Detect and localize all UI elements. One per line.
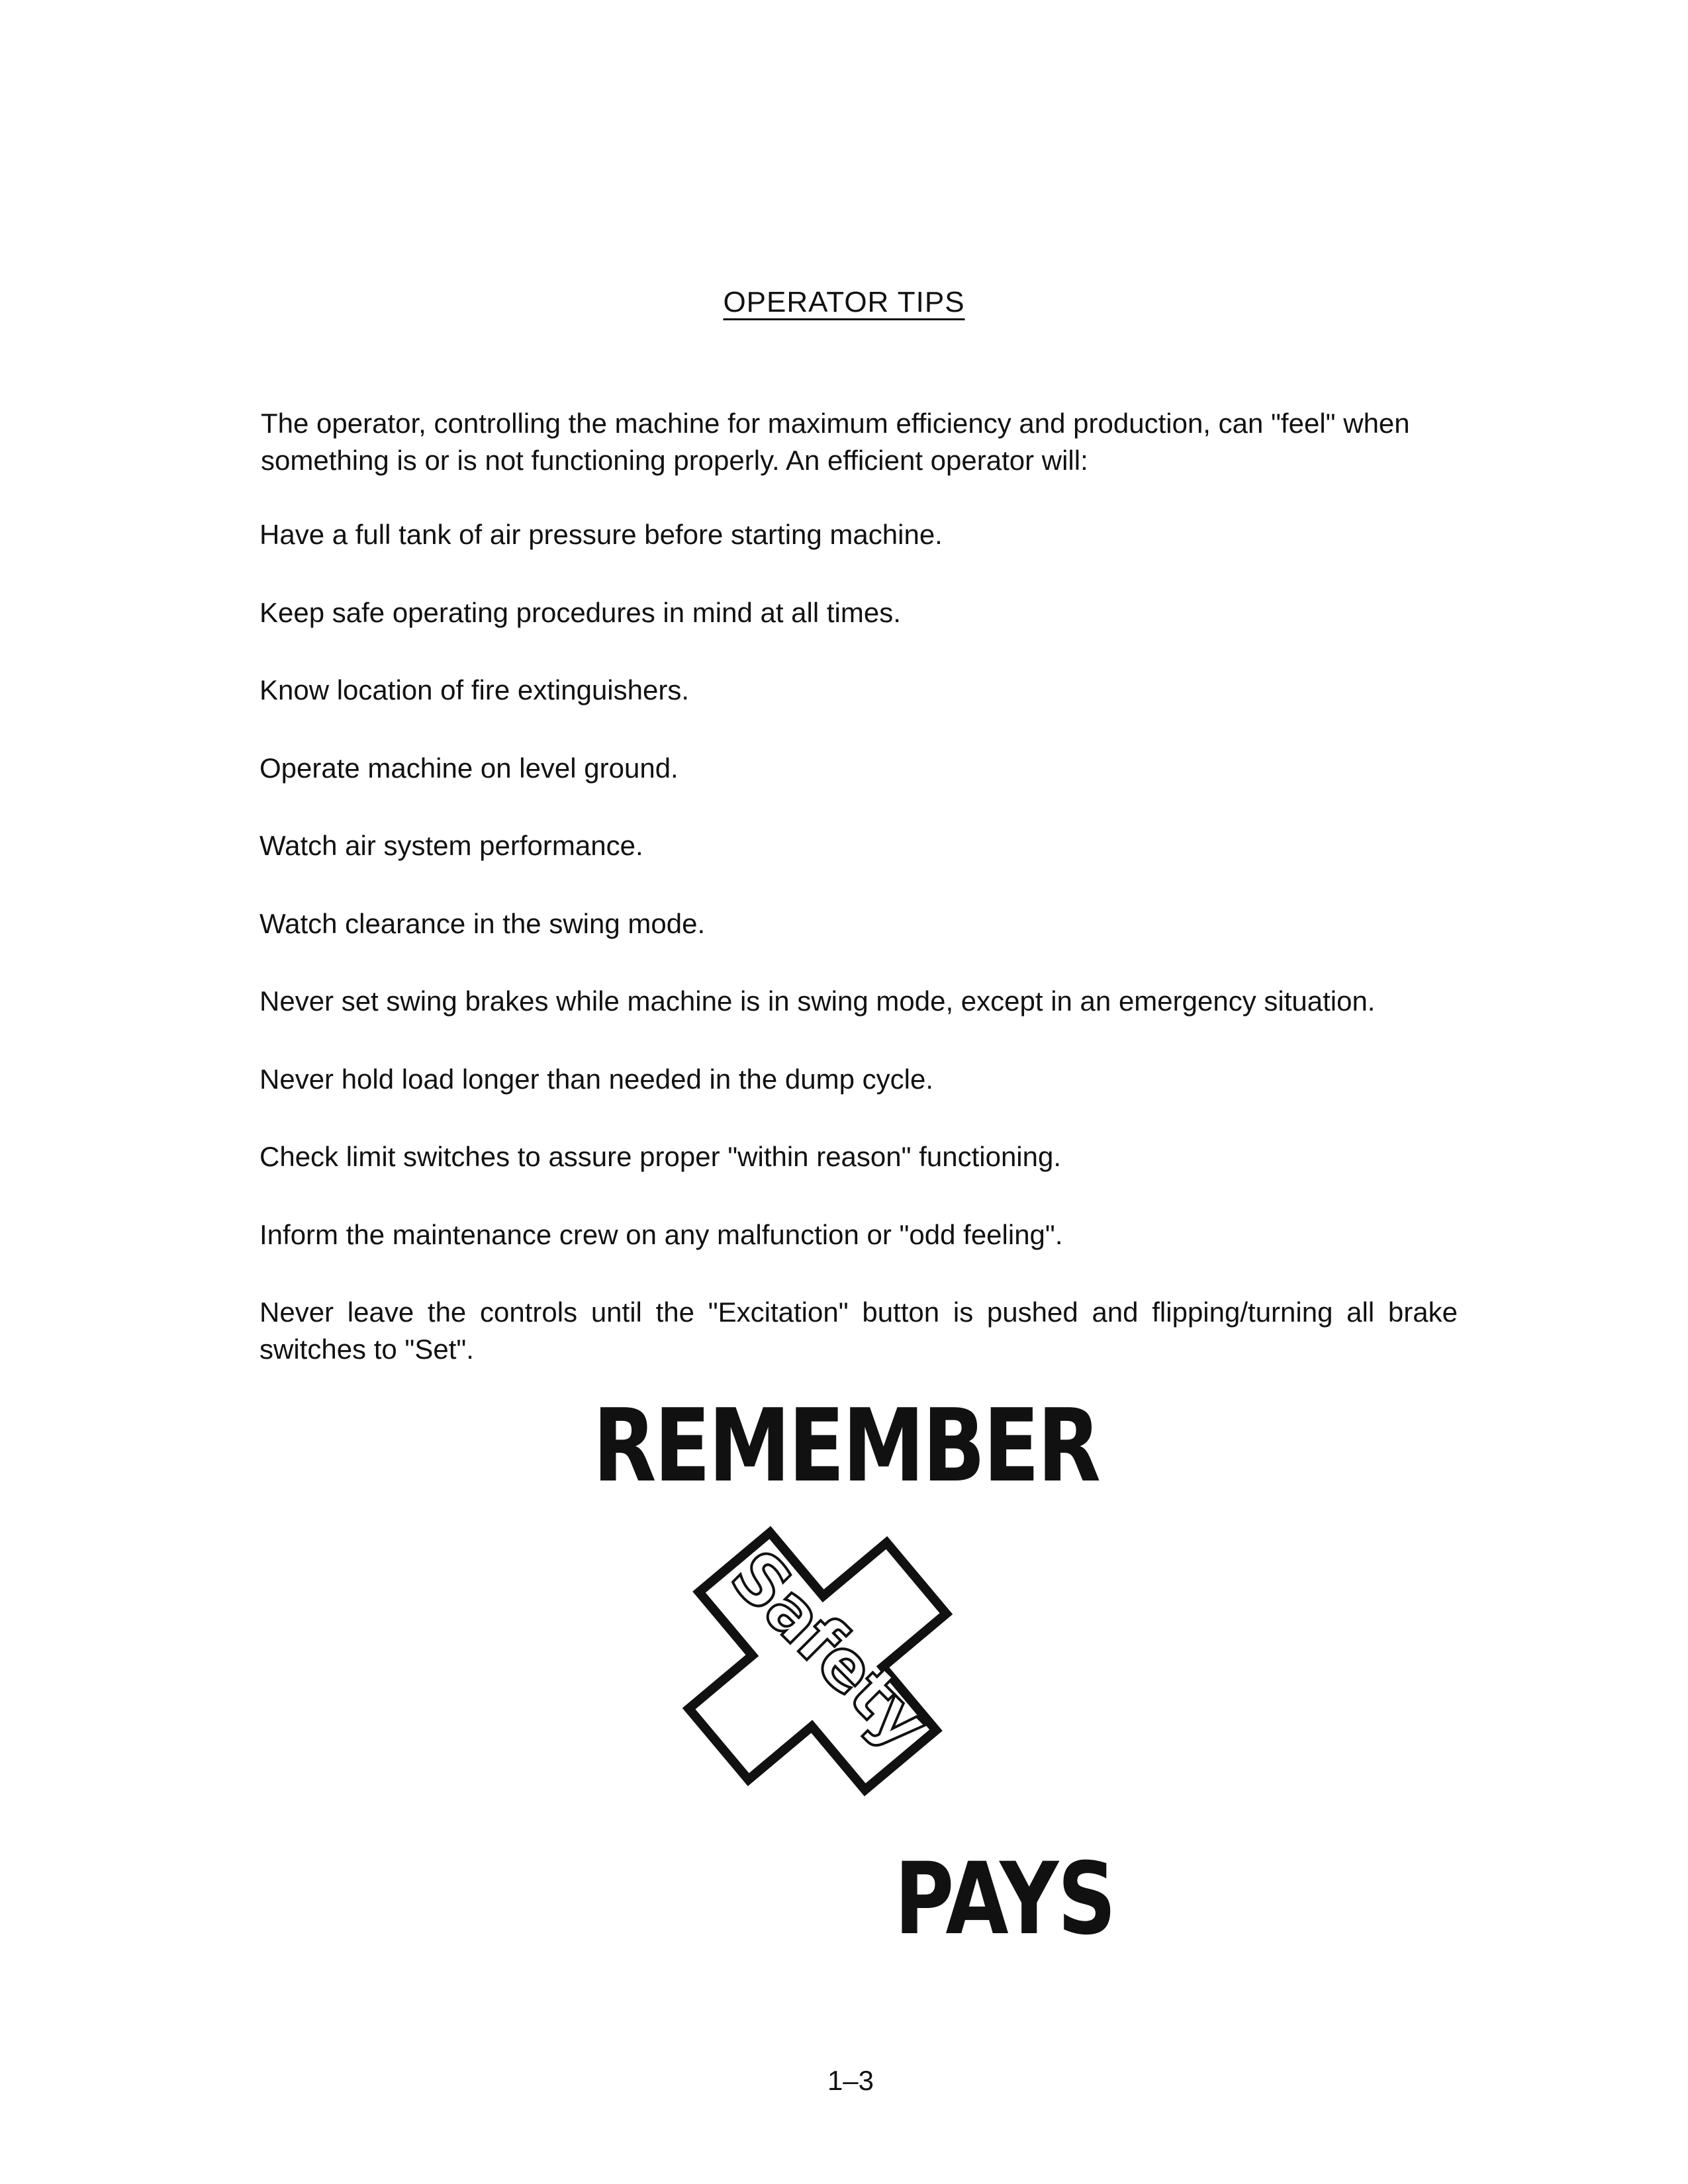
tip-item: Know location of fire extinguishers. [259,674,690,705]
slogan-pays: PAYS [894,1842,1115,1957]
tip-item: Never leave the controls until the "Excitation" button is pushed and flipping/turning all brake switches to "Set". [259,1297,1458,1365]
tip-item: Operate machine on level ground. [259,752,679,784]
tip-item: Never set swing brakes while machine is in swing mode, except in an emergency situation. [259,985,1376,1017]
tip-item: Watch clearance in the swing mode. [259,907,706,939]
page-title-text: OPERATOR TIPS [723,286,965,318]
intro-paragraph: The operator, controlling the machine for maximum efficiency and production, can "feel" when something is or is not functioning properly. An efficient operator will: [261,408,1410,476]
tip-item: Have a full tank of air pressure before starting machine. [259,519,943,550]
tips-list [259,516,1458,1409]
tip-item: Check limit switches to assure proper "within reason" functioning. [259,1141,1062,1172]
tip-item: Never hold load longer than needed in the dump cycle. [259,1063,934,1095]
page-title [0,286,1688,319]
safety-logo-text: Safety [715,1534,945,1764]
page-number: 1–3 [827,2065,874,2096]
safety-cross-logo [659,1502,976,1820]
tip-item: Inform the maintenance crew on any malfunction or "odd feeling". [259,1218,1063,1250]
tip-item: Keep safe operating procedures in mind at all times. [259,596,901,628]
tip-item: Watch air system performance. [259,830,643,861]
slogan-remember: REMEMBER [592,1387,1099,1504]
